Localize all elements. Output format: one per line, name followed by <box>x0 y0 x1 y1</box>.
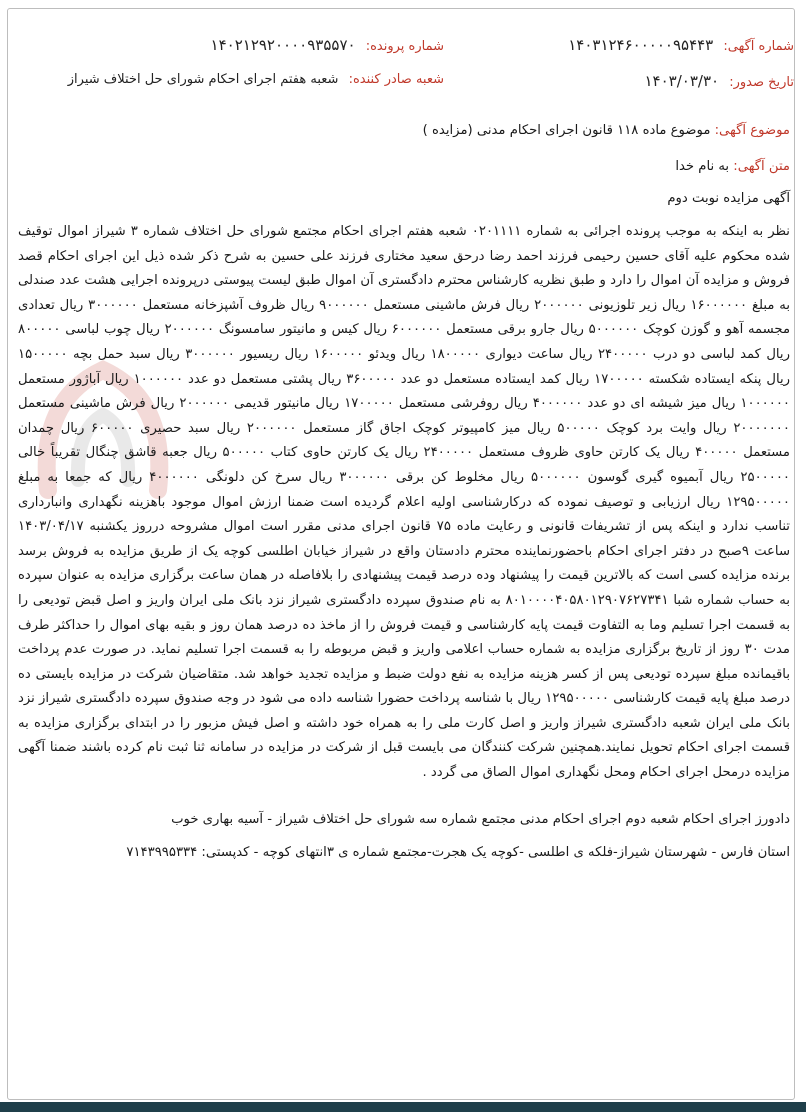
issue-date-label: تاریخ صدور: <box>729 75 794 90</box>
notice-title: آگهی مزایده نوبت دوم <box>667 191 790 206</box>
ad-number-value: ۱۴۰۳۱۲۴۶۰۰۰۰۰۹۵۴۴۳ <box>568 36 714 54</box>
footer-bar <box>0 1102 806 1112</box>
case-number-row <box>211 36 444 54</box>
issuing-branch-label: شعبه صادر کننده: <box>348 72 444 87</box>
issue-date-row <box>645 72 795 90</box>
subject-value: موضوع ماده ۱۱۸ قانون اجرای احکام مدنی (مزایده ) <box>422 123 711 138</box>
subject-label: موضوع آگهی: <box>714 123 790 138</box>
subject-line <box>18 118 790 144</box>
body-label-line <box>18 154 790 180</box>
case-number-label: شماره پرونده: <box>365 39 444 54</box>
issue-date-value: ۱۴۰۳/۰۳/۳۰ <box>644 72 720 90</box>
issuing-branch-row <box>68 72 444 87</box>
body-label: متن آگهی: <box>733 159 790 174</box>
ad-number-label: شماره آگهی: <box>723 39 794 54</box>
address-line: استان فارس - شهرستان شیراز-فلکه ی اطلسی -کوچه یک هجرت-مجتمع شماره ی ۳انتهای کوچه - کدپستی: ۷۱۴۳۹۹۵۳۳۴ <box>126 844 790 860</box>
notice-paragraph: نظر به اینکه به موجب پرونده اجرائی به شماره ۰۲۰۱۱۱۱ شعبه هفتم اجرای احکام مجتمع شورای حل اختلاف شماره ۳ شیراز اموال توقیف شده محکوم علیه آقای حسین رحیمی فرزند احمد رضا درحق سعید مختاری فرزند علی حسین به شرح ذکر شده ذیل این اجرای احکام قصد فروش و مزایده آن اموال را دارد و طبق نظریه کارشناس محترم دادگستری آن اموال طبق لیست پیوستی درپرونده اجرایی هشت عدد صندلی به مبلغ ۱۶۰۰۰۰۰۰ ریال زیر تلوزیونی ۲۰۰۰۰۰۰ ریال فرش ماشینی مستعمل ۹۰۰۰۰۰۰ ریال ظروف آشپزخانه مستعمل ۳۰۰۰۰۰۰ ریال تعدادی مجسمه آهو و گوزن کوچک ۵۰۰۰۰۰۰ ریال جارو برقی مستعمل ۶۰۰۰۰۰۰ ریال کیس و مانیتور سامسونگ ۲۰۰۰۰۰۰ ریال چوب لباسی ۸۰۰۰۰۰ ریال کمد لباسی دو درب ۲۴۰۰۰۰۰ ریال ساعت دیواری ۱۸۰۰۰۰۰ ریال ویدئو ۱۶۰۰۰۰۰ ریال ریسیور ۳۰۰۰۰۰۰ ریال سبد حمل بچه ۱۵۰۰۰۰۰ ریال پنکه ایستاده شکسته ۱۷۰۰۰۰۰ ریال کمد ایستاده مستعمل دو عدد ۳۶۰۰۰۰۰ ریال پشتی مستعمل دو عدد ۱۰۰۰۰۰۰ ریال آباژور مستعمل ۱۰۰۰۰۰۰ ریال میز شیشه ای دو عدد ۴۰۰۰۰۰۰ ریال روفرشی مستعمل ۱۷۰۰۰۰۰ ریال مانیتور قدیمی ۲۰۰۰۰۰۰ ریال فرش ماشینی مستعمل ۲۰۰۰۰۰۰۰ ریال وایت برد کوچک ۵۰۰۰۰۰ ریال میز کامپیوتر کوچک اجاق گاز مستعمل ۲۰۰۰۰۰۰ ریال سبد حصیری ۶۰۰۰۰۰ ریال چمدان مستعمل ۴۰۰۰۰۰ ریال یک کارتن حاوی ظروف مستعمل ۲۴۰۰۰۰۰ ریال یک کارتن حاوی کتاب ۵۰۰۰۰۰ ریال جعبه قاشق چنگال تقریباً خالی ۲۵۰۰۰۰۰ ریال آبمیوه گیری گوسون ۵۰۰۰۰۰۰ ریال مخلوط کن برقی ۳۰۰۰۰۰۰ ریال سرخ کن دلونگی ۴۰۰۰۰۰۰ ریال که جمعا به مبلغ ۱۲۹۵۰۰۰۰۰ ریال ارزیابی و توصیف نموده که درکارشناسی اولیه اعلام گردیده است ضمنا ارزش اموال موجود باهزینه نگهداری وانبارداری تناسب ندارد و اینکه پس از تشریفات قانونی و رعایت ماده ۷۵ قانون اجرای مدنی مقرر است اموال مشروحه درروز یکشنبه ۱۴۰۳/۰۴/۱۷ ساعت ۹صبح در دفتر اجرای احکام باحضورنماینده محترم دادستان واقع در شیراز خیابان اطلسی کوچه یک از طریق مزایده به فروش برسد برنده مزایده کسی است که بالاترین قیمت را پیشنهاد وده درصد قیمت پیشنهادی را بلافاصله در همان ساعت برگزاری مزایده به عنوان سپرده به حساب شماره شبا ۸۰۱۰۰۰۰۴۰۵۸۰۱۲۹۰۷۶۲۷۳۴۱ به نام صندوق سپرده دادگستری شیراز نزد بانک ملی ایران واریز و اصل قبض تودیعی را به قسمت اجرا تسلیم وما به التفاوت قیمت پایه کارشناسی و قیمت فروش را از ماخذ ده درصد همان روز و بقیه بهای اموال را حداکثر طرف مدت ۳۰ روز از تاریخ برگزاری مزایده به شماره حساب اعلامی واریز و قبض مربوطه را به قسمت اجرا تسلیم نماید. در صورت عدم پرداخت باقیمانده مبلغ سپرده تودیعی پس از کسر هزینه مزایده به نفع دولت ضبط و مزایده تجدید خواهد شد. متقاضیان شرکت در مزایده بایستی ده درصد مبلغ پایه قیمت کارشناسی ۱۲۹۵۰۰۰۰۰ ریال با شناسه پرداخت حضورا شناسه داده می شود در وجه صندوق سپرده دادگستری شیراز نزد بانک ملی ایران شعبه دادگستری شیراز واریز و اصل کارت ملی را به همراه خود داشته و اصل فیش مزبور را در ابتدای برگزاری مزایده به قسمت اجرای احکام تحویل نمایند.همچنین شرکت کنندگان می بایست قبل از شرکت در مزایده در سامانه ثنا ثبت نام کرده باشند ضمنا آگهی مزایده درمحل اجرای احکام ومحل نگهداری اموال الصاق می گردد . <box>18 224 791 781</box>
case-number-value: ۱۴۰۲۱۲۹۲۰۰۰۰۹۳۵۵۷۰ <box>210 36 356 54</box>
issuing-branch-value: شعبه هفتم اجرای احکام شورای حل اختلاف شیراز <box>67 72 339 87</box>
body-opening: به نام خدا <box>675 159 730 174</box>
notice-content <box>18 118 790 864</box>
ad-number-row <box>568 36 794 54</box>
signature-line: دادورز اجرای احکام شعبه دوم اجرای احکام مدنی مجتمع شماره سه شورای حل اختلاف شیراز - آسیه بهاری خوب <box>171 811 790 827</box>
